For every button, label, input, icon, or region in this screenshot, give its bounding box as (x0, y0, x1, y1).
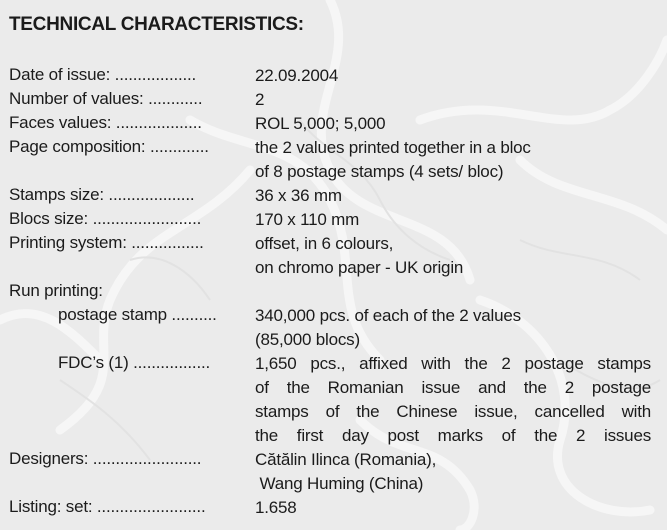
label-date-of-issue: Date of issue: .................. (9, 65, 197, 84)
value-line: Wang Huming (China) (255, 474, 424, 493)
value-line: stamps of the Chinese issue, cancelled with (255, 402, 651, 421)
value-postage-stamp (255, 304, 655, 352)
label-number-of-values: Number of values: ............ (9, 89, 203, 108)
row-fdcs (0, 352, 667, 445)
row-blocs-size (0, 208, 667, 232)
row-date-of-issue (0, 64, 667, 88)
value-line: 340,000 pcs. of each of the 2 values (255, 306, 521, 325)
row-designers (0, 448, 667, 493)
section-title: TECHNICAL CHARACTERISTICS: (9, 14, 304, 35)
value-designers (255, 448, 655, 496)
value-line: 22.09.2004 (255, 66, 339, 85)
value-number-of-values (255, 88, 655, 112)
label-designers: Designers: ........................ (9, 449, 202, 468)
label-fdcs: FDC’s (1) ................. (58, 353, 211, 372)
value-line: (85,000 blocs) (255, 330, 360, 349)
label-face-values: Faces values: ................... (9, 113, 202, 132)
row-number-of-values (0, 88, 667, 112)
row-listing-set (0, 496, 667, 520)
label-run-printing: Run printing: (9, 281, 103, 300)
value-line: offset, in 6 colours, (255, 234, 394, 253)
value-line: the 2 values printed together in a bloc (255, 138, 531, 157)
value-line: of 8 postage stamps (4 sets/ bloc) (255, 162, 504, 181)
value-line: 1.658 (255, 498, 297, 517)
value-line: 36 x 36 mm (255, 186, 342, 205)
value-line: 1,650 pcs., affixed with the 2 postage stamps (255, 354, 651, 373)
value-line: ROL 5,000; 5,000 (255, 114, 386, 133)
value-line: 2 (255, 90, 265, 109)
value-stamps-size (255, 184, 655, 208)
label-printing-system: Printing system: ................ (9, 233, 204, 252)
value-date-of-issue (255, 64, 655, 88)
label-blocs-size: Blocs size: ........................ (9, 209, 202, 228)
row-printing-system (0, 232, 667, 277)
row-face-values (0, 112, 667, 136)
label-stamps-size: Stamps size: ................... (9, 185, 195, 204)
value-fdcs (255, 352, 651, 448)
value-line: the first day post marks of the 2 issues (255, 426, 651, 445)
row-postage-stamp (0, 304, 667, 349)
label-listing-set: Listing: set: ........................ (9, 497, 206, 516)
value-face-values (255, 112, 655, 136)
row-stamps-size (0, 184, 667, 208)
value-line: 170 x 110 mm (255, 210, 360, 229)
value-blocs-size (255, 208, 655, 232)
value-line: Cătălin Ilinca (Romania), (255, 450, 437, 469)
value-line: on chromo paper - UK origin (255, 258, 464, 277)
value-listing-set (255, 496, 655, 520)
value-printing-system (255, 232, 655, 280)
row-page-composition (0, 136, 667, 181)
label-page-composition: Page composition: ............. (9, 137, 209, 156)
row-run-printing (0, 280, 667, 304)
value-page-composition (255, 136, 655, 184)
value-line: of the Romanian issue and the 2 postage (255, 378, 651, 397)
label-postage-stamp: postage stamp .......... (58, 305, 217, 324)
